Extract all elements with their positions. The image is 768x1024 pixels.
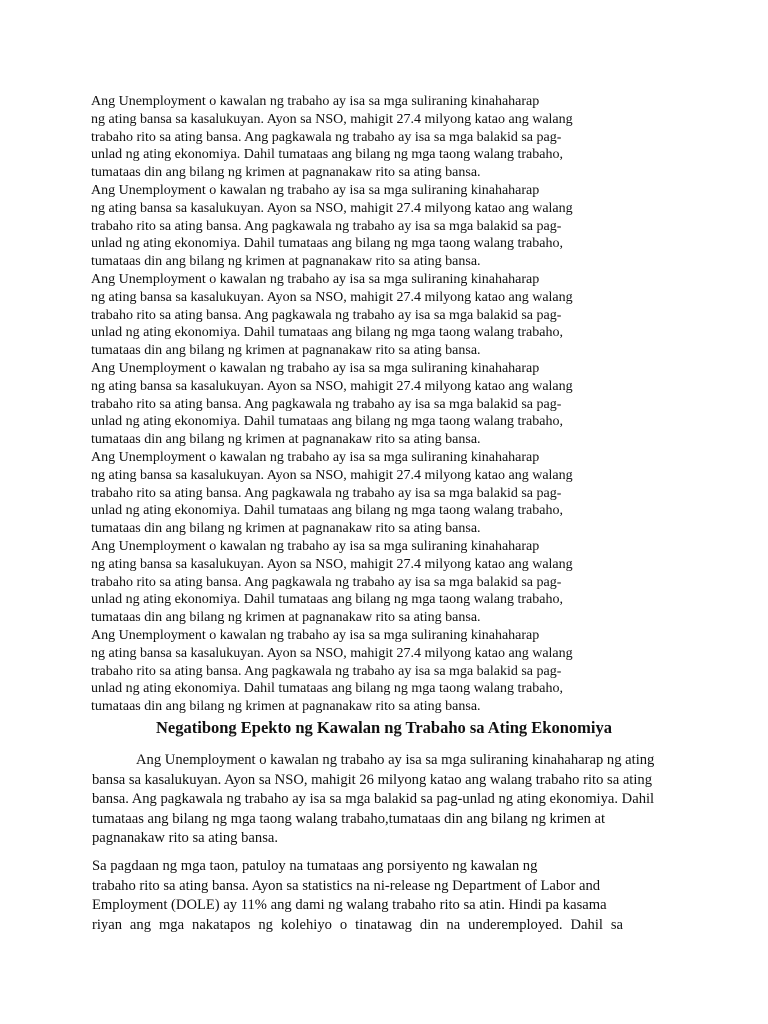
text-line: Ang Unemployment o kawalan ng trabaho ay isa sa mga suliraning kinahaharap bbox=[91, 627, 540, 643]
body-paragraph-2 bbox=[92, 857, 682, 935]
text-line: ng ating bansa sa kasalukuyan. Ayon sa NSO, mahigit 27.4 milyong katao ang walang bbox=[91, 645, 573, 661]
text-line: ng ating bansa sa kasalukuyan. Ayon sa NSO, mahigit 27.4 milyong katao ang walang bbox=[91, 467, 573, 483]
text-line: Employment (DOLE) ay 11% ang dami ng walang trabaho rito sa atin. Hindi pa kasama bbox=[92, 897, 607, 914]
text-line: ng ating bansa sa kasalukuyan. Ayon sa NSO, mahigit 27.4 milyong katao ang walang bbox=[91, 556, 573, 572]
text-line: tumataas din ang bilang ng krimen at pagnanakaw rito sa ating bansa. bbox=[91, 521, 481, 537]
text-line: tumataas din ang bilang ng krimen at pagnanakaw rito sa ating bansa. bbox=[91, 610, 481, 626]
text-line: unlad ng ating ekonomiya. Dahil tumataas ang bilang ng mga taong walang trabaho, bbox=[91, 503, 563, 519]
text-line: trabaho rito sa ating bansa. Ayon sa statistics na ni-release ng Department of Labor and bbox=[92, 877, 601, 894]
body-paragraph-1 bbox=[92, 751, 682, 849]
text-line: ng ating bansa sa kasalukuyan. Ayon sa NSO, mahigit 27.4 milyong katao ang walang bbox=[91, 378, 573, 394]
section-heading: Negatibong Epekto ng Kawalan ng Trabaho sa Ating Ekonomiya bbox=[156, 718, 612, 737]
text-line: tumataas din ang bilang ng krimen at pagnanakaw rito sa ating bansa. bbox=[91, 343, 481, 359]
text-line: trabaho rito sa ating bansa. Ang pagkawala ng trabaho ay isa sa mga balakid sa pag- bbox=[91, 396, 562, 412]
text-line: ng ating bansa sa kasalukuyan. Ayon sa NSO, mahigit 27.4 milyong katao ang walang bbox=[91, 289, 573, 305]
text-line: trabaho rito sa ating bansa. Ang pagkawala ng trabaho ay isa sa mga balakid sa pag- bbox=[91, 218, 562, 234]
text-line: Ang Unemployment o kawalan ng trabaho ay isa sa mga suliraning kinahaharap bbox=[91, 360, 540, 376]
text-line: ng ating bansa sa kasalukuyan. Ayon sa NSO, mahigit 27.4 milyong katao ang walang bbox=[91, 200, 573, 216]
text-line: Ang Unemployment o kawalan ng trabaho ay isa sa mga suliraning kinahaharap bbox=[91, 449, 540, 465]
text-line: Ang Unemployment o kawalan ng trabaho ay isa sa mga suliraning kinahaharap ng ating bbox=[136, 752, 655, 768]
text-line: trabaho rito sa ating bansa. Ang pagkawala ng trabaho ay isa sa mga balakid sa pag- bbox=[91, 307, 562, 323]
repeated-text-block bbox=[91, 93, 651, 716]
text-line: unlad ng ating ekonomiya. Dahil tumataas ang bilang ng mga taong walang trabaho, bbox=[91, 592, 563, 608]
text-line: trabaho rito sa ating bansa. Ang pagkawala ng trabaho ay isa sa mga balakid sa pag- bbox=[91, 663, 562, 679]
text-line: ng ating bansa sa kasalukuyan. Ayon sa NSO, mahigit 27.4 milyong katao ang walang bbox=[91, 111, 573, 127]
text-line: unlad ng ating ekonomiya. Dahil tumataas ang bilang ng mga taong walang trabaho, bbox=[91, 414, 563, 430]
text-line: pagnanakaw rito sa ating bansa. bbox=[92, 830, 279, 847]
text-line: unlad ng ating ekonomiya. Dahil tumataas ang bilang ng mga taong walang trabaho, bbox=[91, 236, 563, 252]
text-line: bansa sa kasalukuyan. Ayon sa NSO, mahigit 26 milyong katao ang walang trabaho rito sa ating bbox=[92, 771, 652, 788]
text-line: Ang Unemployment o kawalan ng trabaho ay isa sa mga suliraning kinahaharap bbox=[91, 271, 540, 287]
text-line: trabaho rito sa ating bansa. Ang pagkawala ng trabaho ay isa sa mga balakid sa pag- bbox=[91, 129, 562, 145]
text-line: Ang Unemployment o kawalan ng trabaho ay isa sa mga suliraning kinahaharap bbox=[91, 182, 540, 198]
text-line: unlad ng ating ekonomiya. Dahil tumataas ang bilang ng mga taong walang trabaho, bbox=[91, 147, 563, 163]
text-line: unlad ng ating ekonomiya. Dahil tumataas ang bilang ng mga taong walang trabaho, bbox=[91, 681, 563, 697]
text-line: unlad ng ating ekonomiya. Dahil tumataas ang bilang ng mga taong walang trabaho, bbox=[91, 325, 563, 341]
text-line: tumataas ang bilang ng mga taong walang trabaho,tumataas din ang bilang ng krimen at bbox=[92, 810, 606, 827]
text-line: bansa. Ang pagkawala ng trabaho ay isa sa mga balakid sa pag-unlad ng ating ekonomiya. Dahil bbox=[92, 791, 655, 808]
text-line: riyan ang mga nakatapos ng kolehiyo o tinatawag din na underemployed. Dahil sa bbox=[92, 916, 624, 933]
text-line: trabaho rito sa ating bansa. Ang pagkawala ng trabaho ay isa sa mga balakid sa pag- bbox=[91, 574, 562, 590]
text-line: tumataas din ang bilang ng krimen at pagnanakaw rito sa ating bansa. bbox=[91, 699, 481, 715]
text-line: tumataas din ang bilang ng krimen at pagnanakaw rito sa ating bansa. bbox=[91, 254, 481, 270]
text-line: Ang Unemployment o kawalan ng trabaho ay isa sa mga suliraning kinahaharap bbox=[91, 538, 540, 554]
text-line: Sa pagdaan ng mga taon, patuloy na tumataas ang porsiyento ng kawalan ng bbox=[92, 858, 538, 874]
text-line: Ang Unemployment o kawalan ng trabaho ay isa sa mga suliraning kinahaharap bbox=[91, 94, 540, 109]
text-line: tumataas din ang bilang ng krimen at pagnanakaw rito sa ating bansa. bbox=[91, 432, 481, 448]
text-line: trabaho rito sa ating bansa. Ang pagkawala ng trabaho ay isa sa mga balakid sa pag- bbox=[91, 485, 562, 501]
text-line: tumataas din ang bilang ng krimen at pagnanakaw rito sa ating bansa. bbox=[91, 165, 481, 181]
